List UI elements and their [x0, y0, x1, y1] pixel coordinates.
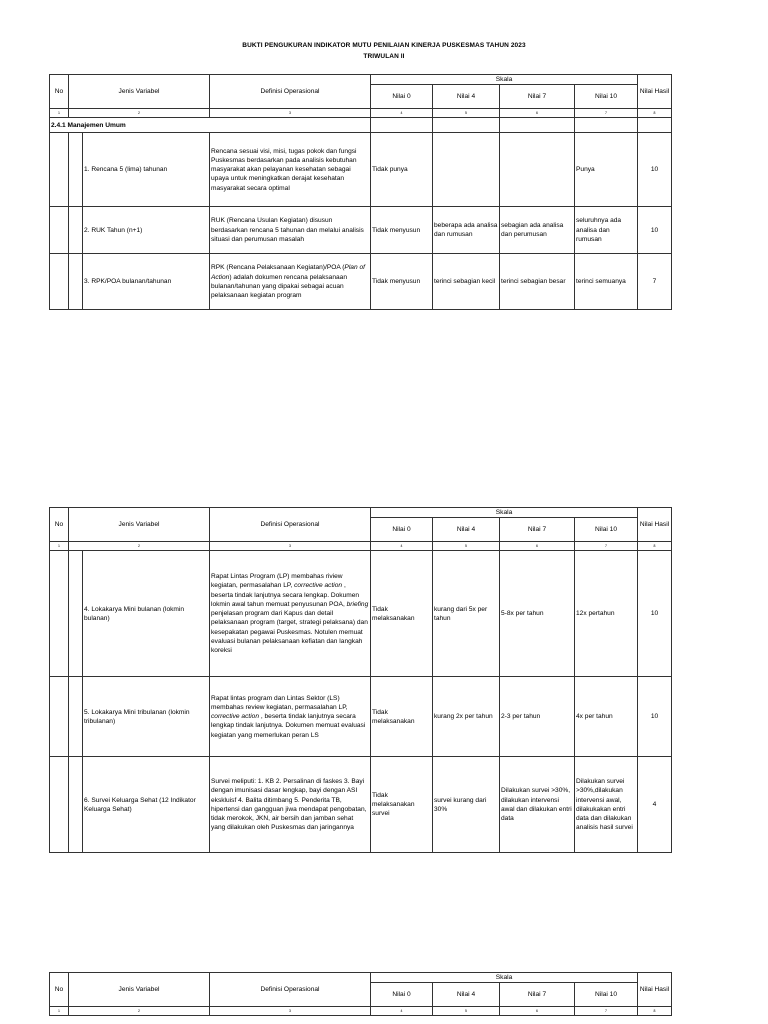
- nilai-10-cell: 4x per tahun: [575, 677, 638, 757]
- document-subtitle: TRIWULAN II: [363, 53, 405, 60]
- nilai-10-cell: 12x pertahun: [575, 551, 638, 677]
- column-number: 4: [371, 1007, 433, 1016]
- header-nilai-7: Nilai 7: [500, 983, 575, 1007]
- column-number-row: [50, 109, 672, 118]
- definisi-cell: Rapat lintas program dan Lintas Sektor (LS) membahas review kegiatan, permasalahan LP, corrective action , beserta tindak lanjutnya secara lengkap tindak lanjutnya. Dokumen memuat evaluasi kegiatan yang memerlukan peran LS: [210, 677, 371, 757]
- definisi-cell: Rapat Lintas Program (LP) membahas riview kegiatan, permasalahan LP, corrective action , beserta tindak lanjutnya secara lengkap. Dokumen lokmin awal tahun memuat penyusunan POA, briefing penjelasan program dari Kapus dan detail pelaksanaan program (target, strategi pelaksana) dan kesepakatan pegawai Puskesmas. Notulen memuat evaluasi bulanan pelaksanaan kefiatan dan langkah koreksi: [210, 551, 371, 677]
- table-row: [50, 757, 672, 853]
- nilai-7-cell: [500, 133, 575, 207]
- header-nilai-0: Nilai 0: [371, 85, 433, 109]
- header-nilai-4: Nilai 4: [433, 983, 500, 1007]
- nilai-0-cell: Tidak melaksanakan: [371, 551, 433, 677]
- nilai-7-cell: Dilakukan survei >30%, dilakukan intervensi awal dan dilakukan entri data: [500, 757, 575, 853]
- header-nilai-hasil: Nilai Hasil: [638, 75, 672, 109]
- indicator-table-page1: [49, 74, 672, 310]
- nilai-0-cell: Tidak melaksanakan survei: [371, 757, 433, 853]
- column-number: 2: [69, 1007, 210, 1016]
- nilai-4-cell: kurang dari 5x per tahun: [433, 551, 500, 677]
- nilai-7-cell: 2-3 per tahun: [500, 677, 575, 757]
- header-nilai-hasil: Nilai Hasil: [638, 973, 672, 1007]
- header-nilai-0: Nilai 0: [371, 983, 433, 1007]
- column-number: 8: [638, 109, 672, 118]
- header-no: No: [50, 75, 69, 109]
- column-number: 7: [575, 1007, 638, 1016]
- column-number-row: [50, 542, 672, 551]
- header-jenis-variabel: Jenis Variabel: [69, 75, 210, 109]
- column-number-row: [50, 1007, 672, 1016]
- column-number: 1: [50, 542, 69, 551]
- header-nilai-hasil: Nilai Hasil: [638, 508, 672, 542]
- definisi-cell: Survei meliputi: 1. KB 2. Persalinan di faskes 3. Bayi dengan imunisasi dasar lengkap, bayi dengan ASI ekskluisf 4. Balita ditimbang 5. Penderita TB, hipertensi dan gangguan jiwa mendapat pengobatan, tidak merokok, JKN, air bersih dan jamban sehat yang dilakukan oleh Puskesmas dan jaringannya: [210, 757, 371, 853]
- column-number: 4: [371, 542, 433, 551]
- table-row: [50, 677, 672, 757]
- header-definisi-operasional: Definisi Operasional: [210, 508, 371, 542]
- jenis-variabel-cell: 2. RUK Tahun (n+1): [83, 207, 210, 254]
- nilai-hasil-cell: 10: [638, 677, 672, 757]
- section-row: [50, 118, 672, 133]
- nilai-0-cell: Tidak menyusun: [371, 207, 433, 254]
- nilai-10-cell: Dilakukan survei >30%,dilakukan intervensi awal, dilakukakan entri data dan dilakukan analisis hasil survei: [575, 757, 638, 853]
- indicator-table-page3: [49, 972, 672, 1016]
- definisi-cell: RUK (Rencana Usulan Kegiatan) disusun berdasarkan rencana 5 tahunan dan melalui analisis situasi dan perumusan masalah: [210, 207, 371, 254]
- column-number: 3: [210, 1007, 371, 1016]
- nilai-0-cell: Tidak melaksanakan: [371, 677, 433, 757]
- nilai-hasil-cell: 10: [638, 551, 672, 677]
- nilai-4-cell: beberapa ada analisa dan rumusan: [433, 207, 500, 254]
- jenis-variabel-cell: 4. Lokakarya Mini bulanan (lokmin bulanan): [83, 551, 210, 677]
- section-title: 2.4.1 Manajemen Umum: [50, 118, 371, 133]
- header-nilai-10: Nilai 10: [575, 983, 638, 1007]
- table-row: [50, 551, 672, 677]
- header-nilai-10: Nilai 10: [575, 518, 638, 542]
- header-nilai-7: Nilai 7: [500, 85, 575, 109]
- column-number: 3: [210, 109, 371, 118]
- column-number: 7: [575, 109, 638, 118]
- nilai-0-cell: Tidak punya: [371, 133, 433, 207]
- definisi-cell: RPK (Rencana Pelaksanaan Kegiatan)/POA (Plan of Action) adalah dokumen rencana pelaksanaan bulanan/tahunan yang dipakai sebagai acuan pelaksanaan kegiatan program: [210, 254, 371, 310]
- definisi-cell: Rencana sesuai visi, misi, tugas pokok dan fungsi Puskesmas berdasarkan pada analisis kebutuhan masyarakat akan pelayanan kesehatan sebagai upaya untuk meningkatkan derajat kesehatan masyarakat secara optimal: [210, 133, 371, 207]
- column-number: 7: [575, 542, 638, 551]
- column-number: 5: [433, 542, 500, 551]
- column-number: 6: [500, 542, 575, 551]
- header-skala: Skala: [371, 973, 638, 983]
- column-number: 5: [433, 109, 500, 118]
- header-nilai-7: Nilai 7: [500, 518, 575, 542]
- table-row: [50, 207, 672, 254]
- column-number: 6: [500, 1007, 575, 1016]
- nilai-10-cell: Punya: [575, 133, 638, 207]
- column-number: 4: [371, 109, 433, 118]
- nilai-hasil-cell: 4: [638, 757, 672, 853]
- header-no: No: [50, 508, 69, 542]
- column-number: 6: [500, 109, 575, 118]
- nilai-4-cell: [433, 133, 500, 207]
- header-nilai-4: Nilai 4: [433, 518, 500, 542]
- table-row: [50, 133, 672, 207]
- nilai-10-cell: terinci semuanya: [575, 254, 638, 310]
- jenis-variabel-cell: 1. Rencana 5 (lima) tahunan: [83, 133, 210, 207]
- header-nilai-4: Nilai 4: [433, 85, 500, 109]
- header-no: No: [50, 973, 69, 1007]
- column-number: 8: [638, 1007, 672, 1016]
- nilai-4-cell: survei kurang dari 30%: [433, 757, 500, 853]
- jenis-variabel-cell: 6. Survei Keluarga Sehat (12 Indikator Keluarga Sehat): [83, 757, 210, 853]
- header-skala: Skala: [371, 508, 638, 518]
- header-nilai-10: Nilai 10: [575, 85, 638, 109]
- indicator-table-page2: [49, 507, 672, 853]
- column-number: 5: [433, 1007, 500, 1016]
- header-jenis-variabel: Jenis Variabel: [69, 508, 210, 542]
- table-row: [50, 254, 672, 310]
- nilai-7-cell: sebagian ada analisa dan perumusan: [500, 207, 575, 254]
- column-number: 2: [69, 542, 210, 551]
- jenis-variabel-cell: 3. RPK/POA bulanan/tahunan: [83, 254, 210, 310]
- column-number: 8: [638, 542, 672, 551]
- column-number: 1: [50, 109, 69, 118]
- column-number: 2: [69, 109, 210, 118]
- nilai-hasil-cell: 10: [638, 207, 672, 254]
- header-definisi-operasional: Definisi Operasional: [210, 75, 371, 109]
- column-number: 1: [50, 1007, 69, 1016]
- header-skala: Skala: [371, 75, 638, 85]
- nilai-7-cell: terinci sebagian besar: [500, 254, 575, 310]
- column-number: 3: [210, 542, 371, 551]
- nilai-4-cell: kurang 2x per tahun: [433, 677, 500, 757]
- jenis-variabel-cell: 5. Lokakarya Mini tribulanan (lokmin tribulanan): [83, 677, 210, 757]
- header-jenis-variabel: Jenis Variabel: [69, 973, 210, 1007]
- header-nilai-0: Nilai 0: [371, 518, 433, 542]
- nilai-7-cell: 5-8x per tahun: [500, 551, 575, 677]
- nilai-10-cell: seluruhnya ada analisa dan rumusan: [575, 207, 638, 254]
- nilai-0-cell: Tidak menyusun: [371, 254, 433, 310]
- nilai-hasil-cell: 7: [638, 254, 672, 310]
- header-definisi-operasional: Definisi Operasional: [210, 973, 371, 1007]
- document-title: BUKTI PENGUKURAN INDIKATOR MUTU PENILAIAN KINERJA PUSKESMAS TAHUN 2023: [242, 42, 526, 49]
- nilai-hasil-cell: 10: [638, 133, 672, 207]
- nilai-4-cell: terinci sebagian kecil: [433, 254, 500, 310]
